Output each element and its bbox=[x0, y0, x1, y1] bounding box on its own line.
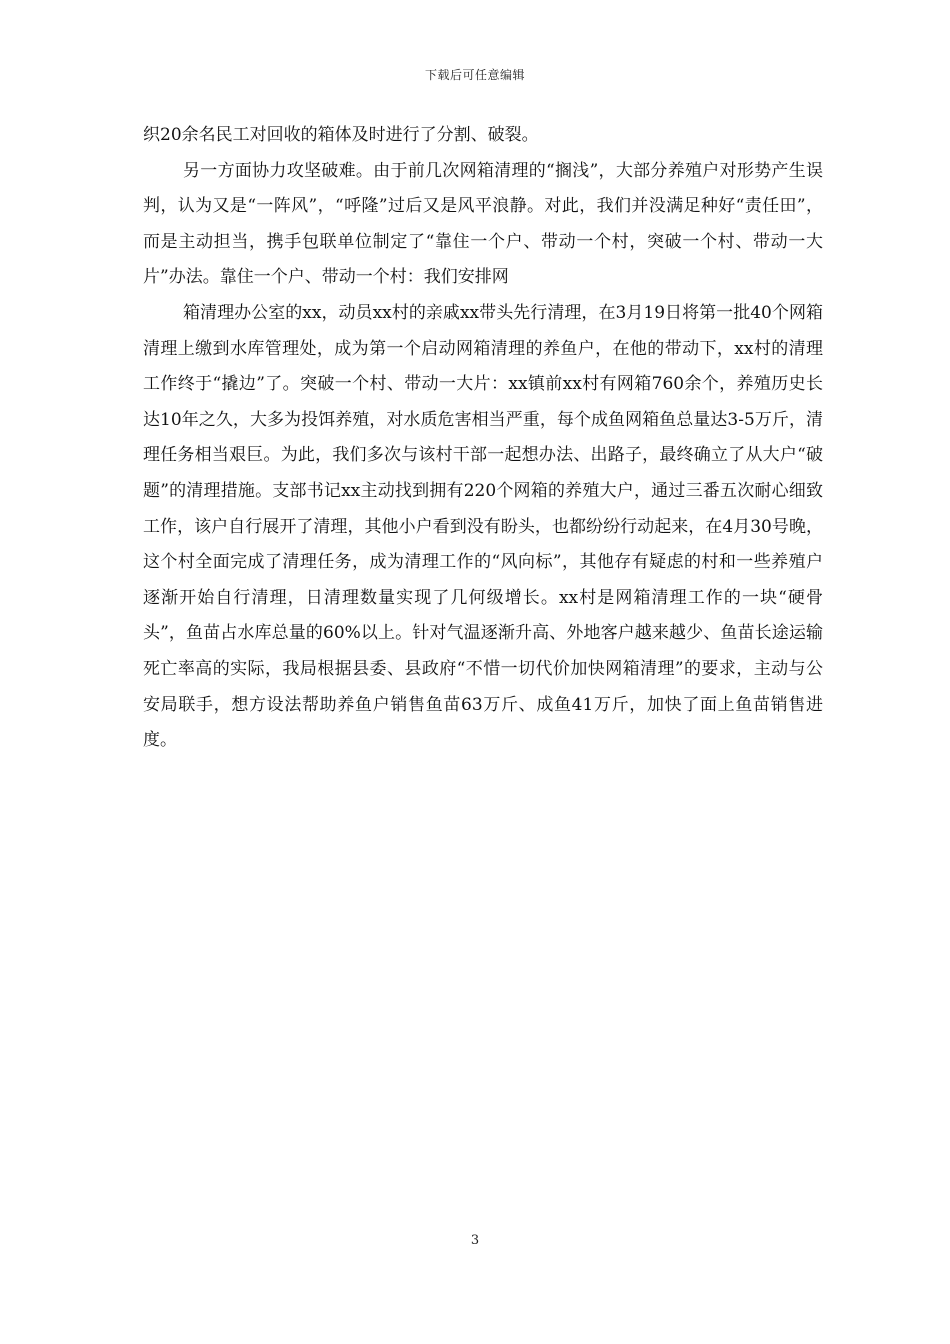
header-note: 下载后可任意编辑 bbox=[424, 68, 525, 82]
paragraph-continuation: 织20余名民工对回收的箱体及时进行了分割、破裂。 bbox=[143, 125, 539, 145]
paragraph-breakthrough: 另一方面协力攻坚破难。由于前几次网箱清理的“搁浅”，大部分养殖户对形势产生误判，认为又是“一阵风”，“呼隆”过后又是风平浪静。对此，我们并没满足种好“责任田”，而是主动担当，携手包联单位制定了“靠住一个户、带动一个村，突破一个村、带动一大片”办法。靠住一个户、带动一个村：我们安排网 bbox=[143, 160, 823, 288]
page-number: 3 bbox=[470, 1233, 480, 1248]
body-text bbox=[143, 118, 823, 759]
paragraph-cleanup-details: 箱清理办公室的xx，动员xx村的亲戚xx带头先行清理，在3月19日将第一批40个网箱清理上缴到水库管理处，成为第一个启动网箱清理的养鱼户，在他的带动下，xx村的清理工作终于“撬边”了。突破一个村、带动一大片：xx镇前xx村有网箱760余个，养殖历史长达10年之久，大多为投饵养殖，对水质危害相当严重，每个成鱼网箱鱼总量达3-5万斤，清理任务相当艰巨。为此，我们多次与该村干部一起想办法、出路子，最终确立了从大户“破题”的清理措施。支部书记xx主动找到拥有220个网箱的养殖大户，通过三番五次耐心细致工作，该户自行展开了清理，其他小户看到没有盼头，也都纷纷行动起来，在4月30号晚，这个村全面完成了清理任务，成为清理工作的“风向标”，其他存有疑虑的村和一些养殖户逐渐开始自行清理，日清理数量实现了几何级增长。xx村是网箱清理工作的一块“硬骨头”，鱼苗占水库总量的60%以上。针对气温逐渐升高、外地客户越来越少、鱼苗长途运输死亡率高的实际，我局根据县委、县政府“不惜一切代价加快网箱清理”的要求，主动与公安局联手，想方设法帮助养鱼户销售鱼苗63万斤、成鱼41万斤，加快了面上鱼苗销售进度。 bbox=[143, 302, 823, 751]
